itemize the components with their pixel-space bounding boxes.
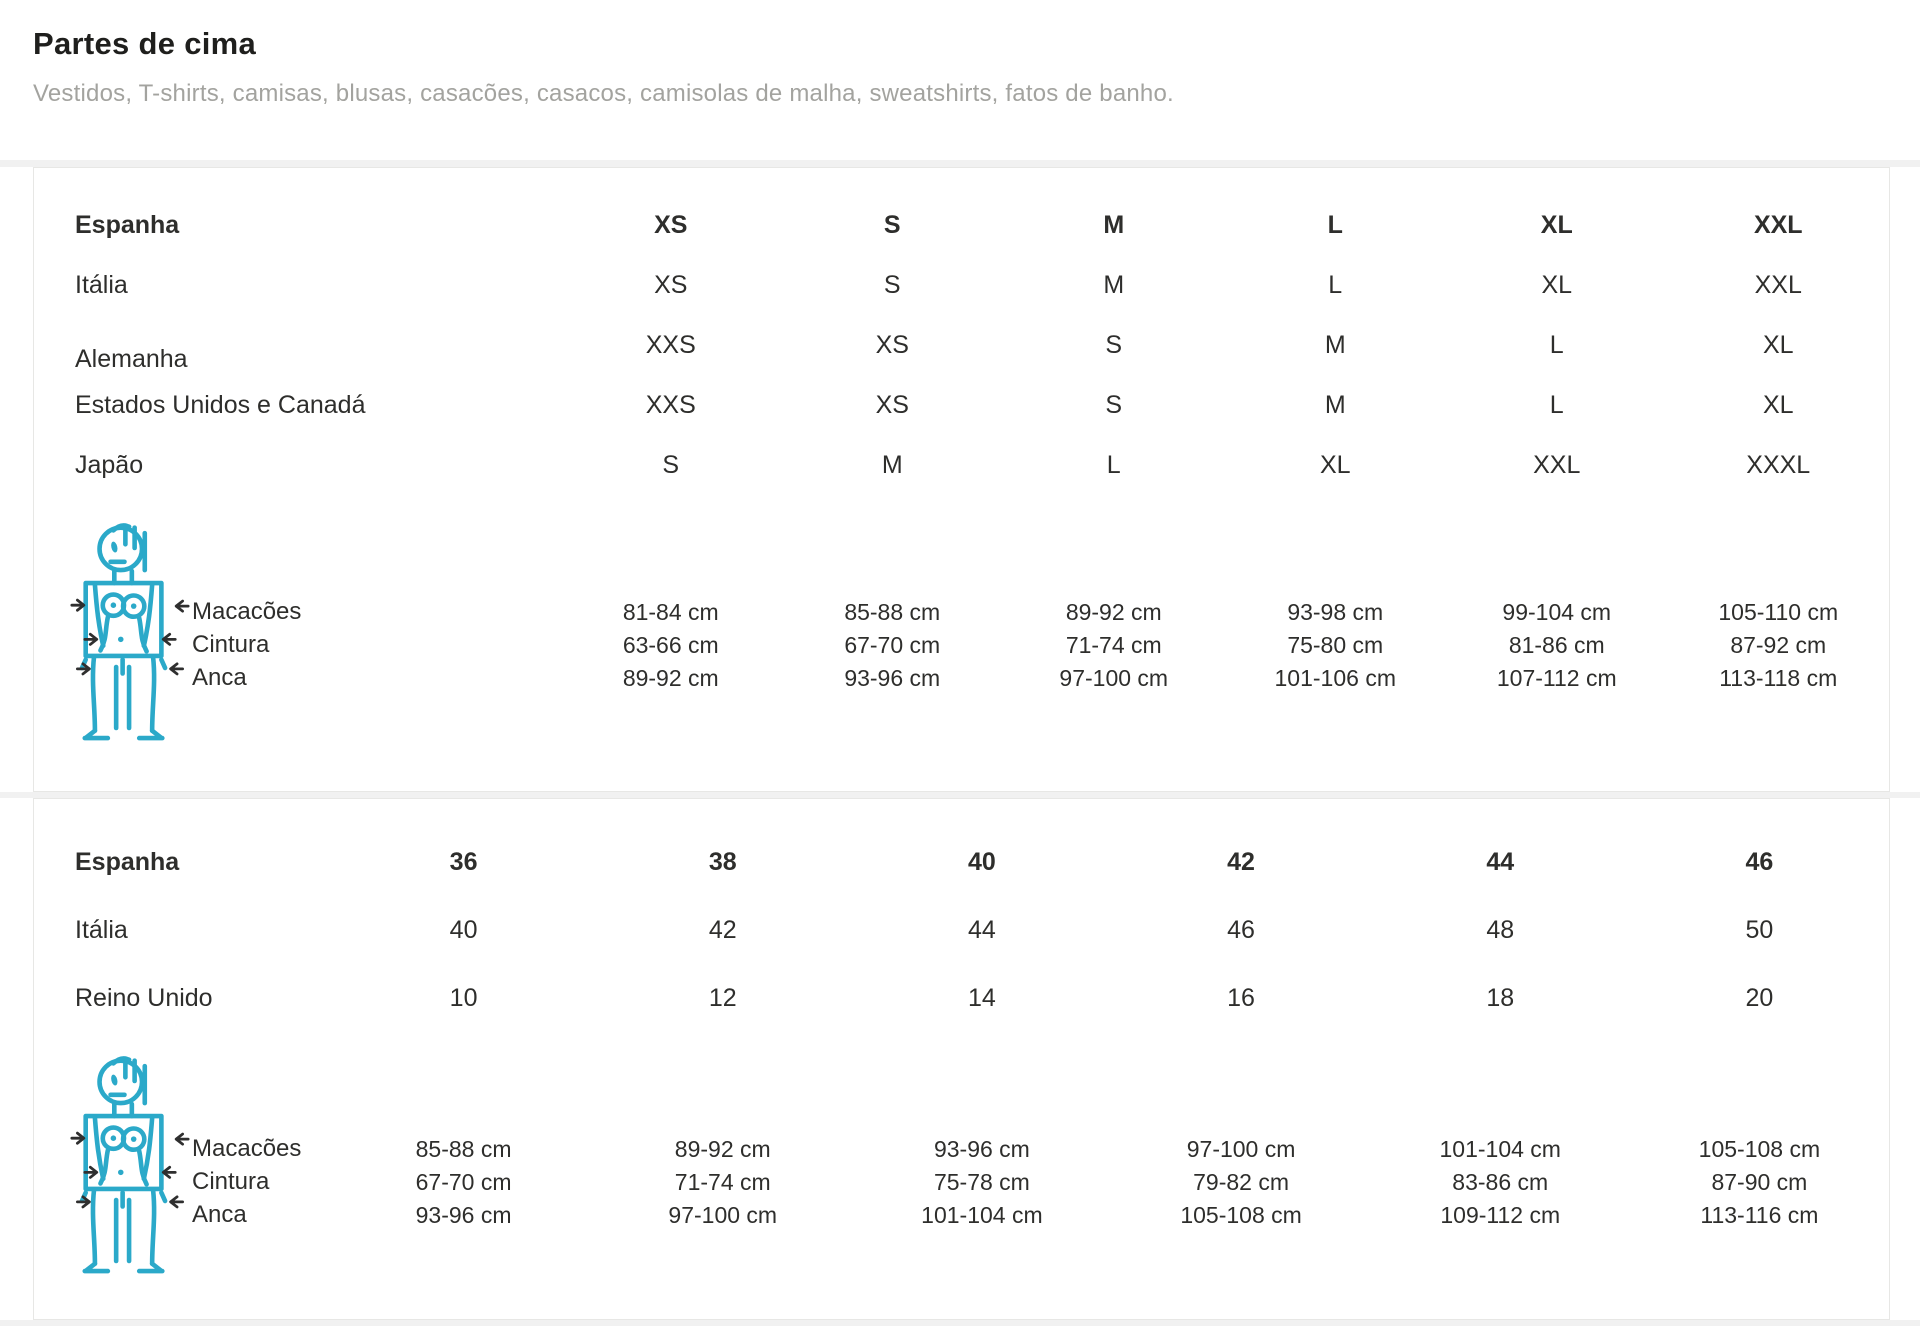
measure-value: 99-104 cm — [1502, 598, 1612, 625]
size-value: 18 — [1486, 984, 1515, 1013]
measure-value: 67-70 cm — [415, 1168, 512, 1195]
size-value: XS — [875, 391, 909, 420]
size-value: XL — [1762, 391, 1794, 420]
country-label: Itália — [75, 271, 128, 300]
size-row — [34, 256, 1889, 316]
size-value: M — [1324, 391, 1346, 420]
measure-label: Cintura — [192, 631, 270, 659]
size-value: 50 — [1745, 916, 1774, 945]
section-divider-top — [0, 160, 1920, 167]
size-value: XL — [1541, 271, 1573, 300]
size-value: XL — [1540, 211, 1573, 240]
measure-value: 89-92 cm — [622, 664, 719, 691]
size-row — [34, 897, 1889, 965]
country-label: Alemanha — [75, 345, 188, 374]
measure-value: 101-104 cm — [921, 1201, 1043, 1228]
country-label: Espanha — [75, 211, 180, 240]
size-row — [34, 376, 1889, 436]
measure-value: 71-74 cm — [1065, 631, 1162, 658]
size-value: 48 — [1486, 916, 1515, 945]
measure-value: 109-112 cm — [1440, 1201, 1561, 1228]
size-value: 14 — [968, 984, 996, 1013]
measure-value: 97-100 cm — [1186, 1135, 1296, 1162]
size-value: 42 — [708, 916, 737, 945]
measure-value: 81-86 cm — [1508, 631, 1605, 658]
measure-row — [34, 662, 1889, 695]
measure-value: 75-78 cm — [933, 1168, 1030, 1195]
measure-value: 93-98 cm — [1287, 598, 1384, 625]
size-conversion-rows — [34, 799, 1889, 1033]
measure-row — [34, 629, 1889, 662]
size-value: L — [1327, 211, 1343, 240]
measure-value: 105-110 cm — [1718, 598, 1839, 625]
country-label: Itália — [75, 916, 128, 945]
size-value: L — [1549, 331, 1564, 360]
size-value: 20 — [1745, 984, 1774, 1013]
measure-value: 97-100 cm — [1059, 664, 1169, 691]
measure-value: 79-82 cm — [1193, 1168, 1289, 1195]
size-row — [34, 965, 1889, 1033]
size-value: S — [883, 211, 901, 240]
measure-row — [34, 1133, 1889, 1166]
size-value: XXL — [1753, 211, 1803, 240]
size-value: M — [1103, 271, 1125, 300]
body-figure-icon — [70, 1055, 190, 1291]
size-row — [34, 196, 1889, 256]
measure-value: 87-92 cm — [1730, 631, 1827, 658]
size-value: M — [1324, 331, 1346, 360]
size-value: M — [1103, 211, 1125, 240]
measure-value: 97-100 cm — [668, 1201, 778, 1228]
measure-value: 93-96 cm — [844, 664, 941, 691]
measure-value: 101-106 cm — [1274, 664, 1396, 691]
body-measurements-block — [34, 522, 1889, 788]
body-measurements-block — [34, 1055, 1889, 1315]
body-measurement-rows — [34, 522, 1889, 695]
size-value: 12 — [708, 984, 737, 1013]
size-row — [34, 436, 1889, 496]
country-label: Estados Unidos e Canadá — [75, 391, 366, 420]
measure-value: 87-90 cm — [1711, 1168, 1808, 1195]
size-value: 36 — [449, 848, 478, 877]
size-value: XS — [654, 211, 688, 240]
measure-value: 105-108 cm — [1180, 1201, 1302, 1228]
size-value: S — [662, 451, 680, 480]
measure-value: 105-108 cm — [1698, 1135, 1821, 1162]
size-value: XL — [1762, 331, 1794, 360]
size-value: XXS — [645, 391, 696, 420]
measure-value: 85-88 cm — [415, 1135, 512, 1162]
size-value: 46 — [1745, 848, 1774, 877]
size-value: S — [1105, 391, 1123, 420]
size-value: S — [1105, 331, 1123, 360]
size-value: 10 — [449, 984, 478, 1013]
measure-value: 67-70 cm — [844, 631, 941, 658]
size-chart-card-international — [33, 167, 1890, 792]
size-conversion-rows — [34, 168, 1889, 496]
size-value: XS — [654, 271, 688, 300]
measure-value: 113-118 cm — [1719, 664, 1838, 691]
size-value: 38 — [708, 848, 737, 877]
size-value: 42 — [1227, 848, 1255, 877]
measure-label: Macacões — [192, 598, 302, 626]
measure-value: 93-96 cm — [933, 1135, 1030, 1162]
size-row — [34, 316, 1889, 376]
body-measurement-rows — [34, 1055, 1889, 1232]
size-value: XXS — [645, 331, 696, 360]
measure-label: Cintura — [192, 1168, 270, 1196]
size-value: XXXL — [1746, 451, 1811, 480]
size-value: 40 — [968, 848, 996, 877]
size-value: 16 — [1227, 984, 1255, 1013]
measure-label: Macacões — [192, 1135, 302, 1163]
measure-value: 71-74 cm — [674, 1168, 771, 1195]
measure-row — [34, 1199, 1889, 1232]
size-value: XS — [875, 331, 909, 360]
measure-value: 107-112 cm — [1496, 664, 1617, 691]
measure-row — [34, 1166, 1889, 1199]
size-value: S — [883, 271, 901, 300]
measure-value: 75-80 cm — [1287, 631, 1384, 658]
measure-value: 101-104 cm — [1439, 1135, 1561, 1162]
size-value: M — [881, 451, 903, 480]
measure-value: 89-92 cm — [1065, 598, 1162, 625]
measure-value: 81-84 cm — [622, 598, 719, 625]
measure-value: 63-66 cm — [622, 631, 719, 658]
measure-value: 85-88 cm — [844, 598, 941, 625]
size-value: L — [1328, 271, 1343, 300]
size-value: 44 — [968, 916, 996, 945]
country-label: Espanha — [75, 848, 180, 877]
size-value: L — [1549, 391, 1564, 420]
size-row — [34, 829, 1889, 897]
size-value: 44 — [1486, 848, 1515, 877]
size-value: L — [1106, 451, 1121, 480]
country-label: Japão — [75, 451, 144, 480]
measure-value: 113-116 cm — [1700, 1201, 1819, 1228]
size-value: XL — [1319, 451, 1351, 480]
size-value: XXL — [1533, 451, 1581, 480]
measure-value: 89-92 cm — [674, 1135, 771, 1162]
size-value: 46 — [1227, 916, 1255, 945]
page-subtitle: Vestidos, T-shirts, camisas, blusas, casacões, casacos, camisolas de malha, sweatshirts, fatos de banho. — [33, 80, 1174, 107]
section-divider-bottom — [0, 1320, 1920, 1326]
measure-label: Anca — [192, 664, 247, 692]
country-label: Reino Unido — [75, 984, 213, 1013]
size-chart-card-numeric — [33, 798, 1890, 1320]
size-value: XXL — [1754, 271, 1802, 300]
measure-value: 93-96 cm — [415, 1201, 512, 1228]
body-figure-icon — [70, 522, 190, 758]
page-header — [0, 0, 1920, 160]
measure-value: 83-86 cm — [1452, 1168, 1549, 1195]
measure-row — [34, 596, 1889, 629]
size-value: 40 — [449, 916, 478, 945]
page-title: Partes de cima — [33, 26, 257, 61]
measure-label: Anca — [192, 1201, 247, 1229]
